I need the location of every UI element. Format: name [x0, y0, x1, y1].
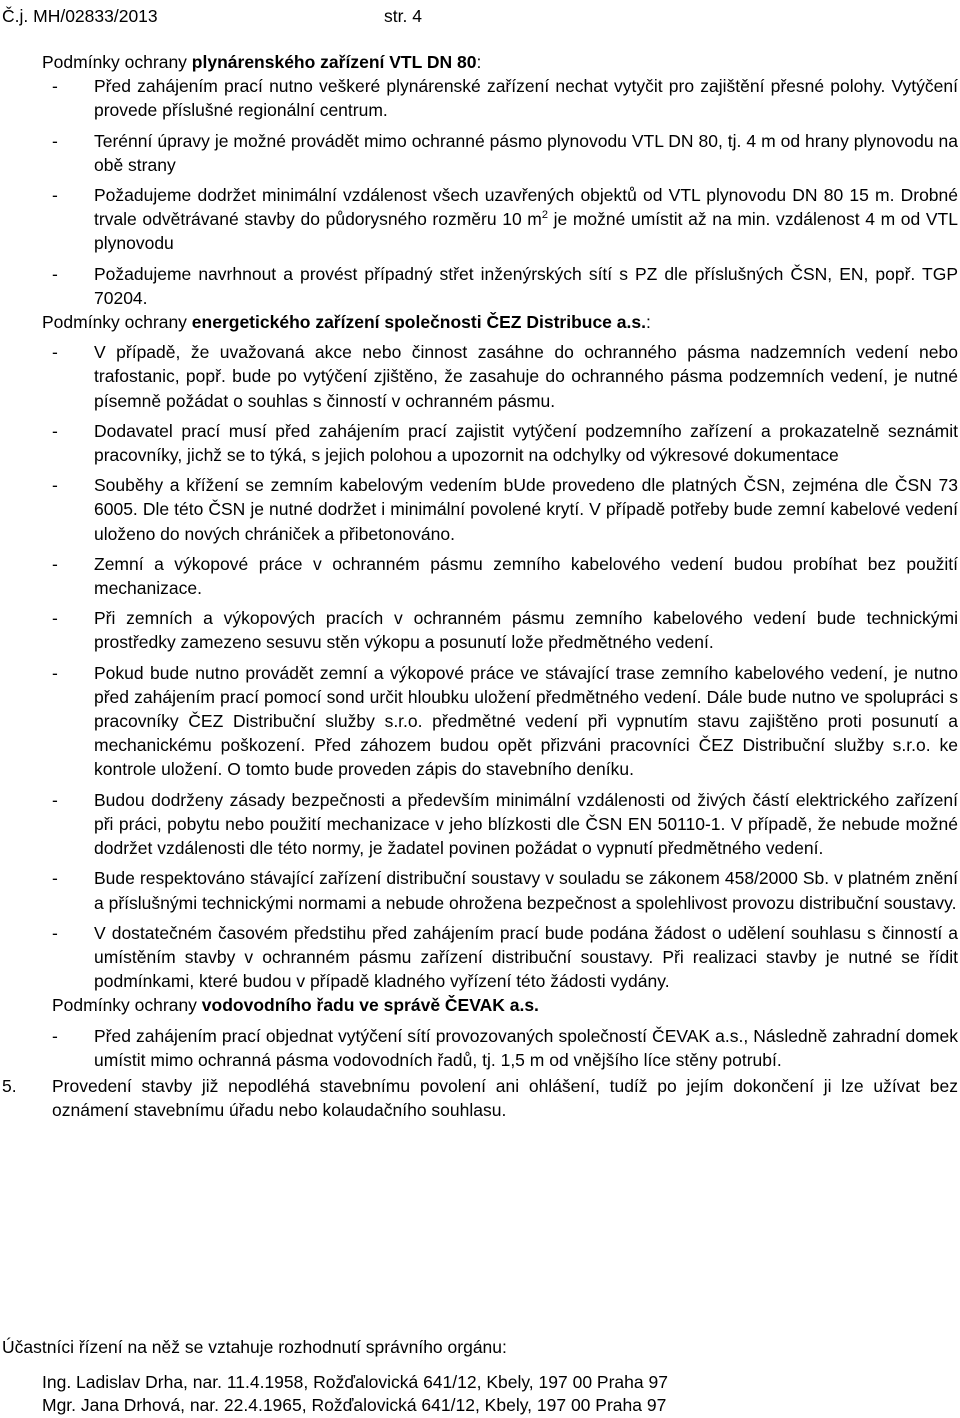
- cez-item-4: [0, 552, 960, 600]
- cez-item-1: [0, 340, 960, 413]
- gas-item-1: [0, 74, 960, 122]
- dash-bullet: -: [52, 185, 58, 206]
- dash-bullet: -: [52, 553, 58, 574]
- water-title-bold: vodovodního řadu ve správě ČEVAK a.s.: [201, 995, 539, 1016]
- cez-item-text: Zemní a výkopové práce v ochranném pásmu zemního kabelového vedení budou probíhat bez použití mechanizace.: [94, 553, 958, 599]
- gas-item-text-continued: je možné umístit až na min. vzdálenost 4 m od VTL plynovodu: [94, 209, 958, 254]
- cez-item-3: [0, 473, 960, 546]
- dash-bullet: -: [52, 789, 58, 810]
- dash-bullet: -: [52, 608, 58, 629]
- gas-item-text: Před zahájením prací nutno veškeré plynárenské zařízení nechat vytyčit pro zajištění přesné polohy. Vytýčení provede příslušné regionální centrum.: [94, 76, 958, 121]
- dash-bullet: -: [52, 263, 58, 284]
- gas-item-text: Požadujeme navrhnout a provést případný střet inženýrských sítí s PZ dle příslušných ČSN, EN, popř. TGP 70204.: [94, 263, 958, 308]
- cez-item-text: V případě, že uvažovaná akce nebo činnost zasáhne do ochranného pásma nadzemních vedení nebo trafostanic, popř. bude po vytýčení zjištěno, že zasahuje do ochranného pásma podzemních vedení, je nutné písemně požádat o souhlas s činností v ochranném pásmu.: [94, 342, 958, 411]
- cez-item-text: Při zemních a výkopových pracích v ochranném pásmu zemního kabelového vedení bude technickými prostředky zamezeno sesuvu stěn výkopu a posunutí lože předmětného vedení.: [94, 608, 958, 653]
- cez-item-6: [0, 661, 960, 782]
- dash-bullet: -: [52, 1025, 58, 1046]
- cez-item-text: Bude respektováno stávající zařízení distribuční soustavy v souladu se zákonem 458/2000 Sb. v platném znění a příslušnými technickými normami a nebude ohrožena bezpečnost a spolehlivost provozu distribuční soustavy.: [94, 868, 958, 913]
- gas-title-suffix: :: [476, 52, 482, 72]
- cez-title-bold: energetického zařízení společnosti ČEZ Distribuce a.s.: [191, 312, 646, 333]
- numbered-point-5: [0, 1074, 960, 1122]
- cez-item-7: [0, 788, 960, 861]
- gas-section-title: [0, 50, 960, 74]
- cez-title-suffix: :: [645, 312, 651, 333]
- cez-section-title: [0, 310, 960, 334]
- document-body: [0, 50, 960, 1122]
- page-number: str. 4: [384, 6, 422, 26]
- dash-bullet: -: [52, 475, 58, 496]
- cez-item-5: [0, 606, 960, 654]
- water-title-prefix: Podmínky ochrany: [52, 995, 202, 1016]
- cez-item-9: [0, 921, 960, 994]
- participant-1: Ing. Ladislav Drha, nar. 11.4.1958, Rožďalovická 641/12, Kbely, 197 00 Praha 97: [42, 1372, 668, 1392]
- page-header: [0, 4, 960, 28]
- document-reference: Č.j. MH/02833/2013: [2, 6, 158, 26]
- gas-item-text: Požadujeme dodržet minimální vzdálenost všech uzavřených objektů od VTL plynovodu DN 80 15 m. Drobné trvale odvětrávané stavby do půdorysného rozměru 10 m: [94, 185, 958, 230]
- cez-item-8: [0, 866, 960, 914]
- dash-bullet: -: [52, 130, 58, 151]
- gas-item-4: [0, 262, 960, 310]
- water-item-text: Před zahájením prací objednat vytýčení sítí provozovaných společností ČEVAK a.s., Následně zahradní domek umístit mimo ochranná pásma vodovodních řadů, tj. 1,5 m od vnějšího líce stěny potrubí.: [94, 1025, 958, 1070]
- gas-title-bold: plynárenského zařízení VTL DN 80: [191, 52, 477, 72]
- point-number: 5.: [2, 1075, 17, 1096]
- cez-item-text: V dostatečném časovém předstihu před zahájením prací bude podána žádost o udělení souhlasu s činností a umístěním stavby v ochranném pásmu zařízení distribuční soustavy. Při realizaci stavby je nutné se řídit podmínkami, které budou v případě kladného vyřízení této žádosti vydány.: [94, 922, 958, 992]
- cez-item-text: Dodavatel prací musí před zahájením prací zajistit vytýčení podzemního zařízení a prokazatelně seznámit pracovníky, jichž se to týká, s jejich polohou a upozornit na odchylky od výkresové dokumentace: [94, 420, 958, 466]
- gas-item-3: [0, 183, 960, 256]
- gas-title-prefix: Podmínky ochrany: [42, 52, 192, 72]
- superscript: 2: [541, 209, 548, 222]
- dash-bullet: -: [52, 662, 58, 683]
- dash-bullet: -: [52, 342, 58, 363]
- dash-bullet: -: [52, 868, 58, 889]
- cez-item-text: Pokud bude nutno provádět zemní a výkopové práce ve stávající trase zemního kabelového vedení, je nutno před zahájením prací pomocí sond určit hloubku uložení předmětného vedení. Dále bude nutno ve spolupráci s pracovníky ČEZ Distribuční služby s.r.o. předmětné vedení při vypnutím stavu zajištěno proti posunutí a mechanickému poškození. Před záhozem budou opět přizváni pracovníci ČEZ Distribuční služby s.r.o. ke kontrole uložení. O tomto bude proveden zápis do stavebního deníku.: [94, 662, 958, 780]
- cez-item-2: [0, 419, 960, 467]
- dash-bullet: -: [52, 420, 58, 441]
- cez-item-text: Budou dodrženy zásady bezpečnosti a především minimální vzdálenosti od živých částí elektrického zařízení při práci, pobytu nebo použití mechanizace v jeho blízkosti dle ČSN EN 50110-1. V případě, že nebude možné dodržet vzdálenosti dle této normy, je žadatel povinen požádat o vypnutí předmětného vedení.: [94, 789, 958, 859]
- participant-2: Mgr. Jana Drhová, nar. 22.4.1965, Rožďalovická 641/12, Kbely, 197 00 Praha 97: [42, 1395, 667, 1415]
- dash-bullet: -: [52, 922, 58, 943]
- water-item-1: [0, 1024, 960, 1072]
- dash-bullet: -: [52, 76, 58, 97]
- participants-heading: Účastníci řízení na něž se vztahuje rozhodnutí správního orgánu:: [2, 1337, 507, 1357]
- cez-title-prefix: Podmínky ochrany: [42, 312, 192, 333]
- point-text: Provedení stavby již nepodléhá stavebnímu povolení ani ohlášení, tudíž po jejím dokončení ji lze užívat bez oznámení stavebnímu úřadu nebo kolaudačního souhlasu.: [52, 1075, 958, 1121]
- water-section-title: [0, 993, 960, 1017]
- cez-item-text: Souběhy a křížení se zemním kabelovým vedením bUde provedeno dle platných ČSN, zejména dle ČSN 73 6005. Dle této ČSN je nutné dodržet i minimální povolené krytí. V případě potřeby bude zemní kabelové vedení uloženo do nových chrániček a přibetonováno.: [94, 475, 958, 544]
- gas-item-2: [0, 129, 960, 177]
- gas-item-text: Terénní úpravy je možné provádět mimo ochranné pásmo plynovodu VTL DN 80, tj. 4 m od hrany plynovodu na obě strany: [94, 130, 958, 175]
